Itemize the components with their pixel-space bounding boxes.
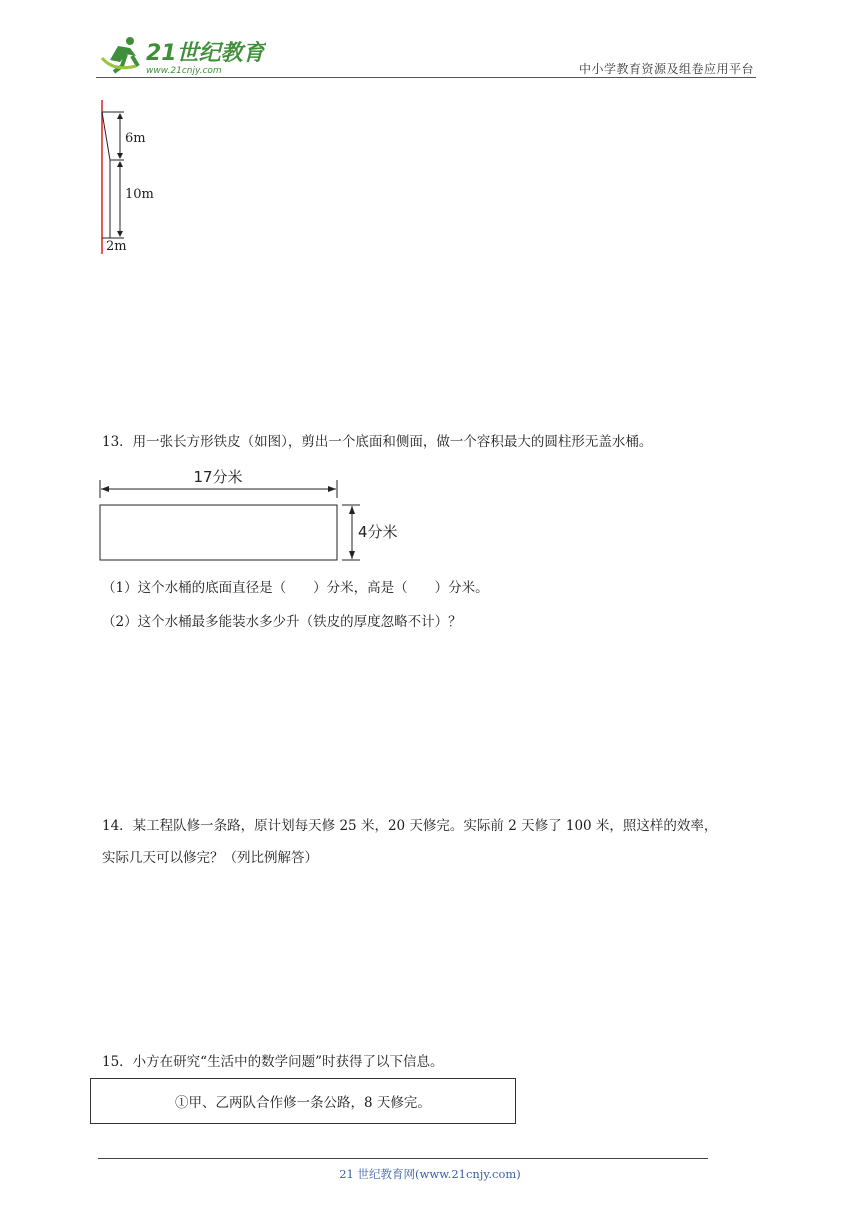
header-divider — [96, 77, 756, 78]
q15-stem: 15．小方在研究“生活中的数学问题”时获得了以下信息。 — [102, 1054, 444, 1070]
iron-sheet-figure — [94, 466, 424, 566]
pole-figure — [96, 98, 176, 258]
dim-label-10m: 10m — [125, 187, 154, 202]
runner-logo-icon — [96, 32, 266, 78]
dim-label-2m: 2m — [106, 239, 127, 254]
svg-text:21世纪教育: 21世纪教育 — [146, 41, 265, 66]
width-label: 17分米 — [193, 468, 243, 486]
q13-sub2: （2）这个水桶最多能装水多少升（铁皮的厚度忽略不计）？ — [102, 614, 462, 630]
info-box-text: ①甲、乙两队合作修一条公路，8 天修完。 — [175, 1095, 431, 1111]
q14-line1: 14．某工程队修一条路，原计划每天修 25 米，20 天修完。实际前 2 天修了 100 米，照这样的效率， — [102, 818, 718, 834]
platform-title: 中小学教育资源及组卷应用平台 — [578, 62, 754, 76]
q14-line2: 实际几天可以修完？（列比例解答） — [102, 850, 318, 866]
info-box — [90, 1078, 516, 1124]
footer-divider — [98, 1158, 708, 1159]
height-label: 4分米 — [358, 523, 398, 541]
site-logo — [96, 32, 266, 78]
svg-text:www.21cnjy.com: www.21cnjy.com — [146, 66, 222, 76]
dim-label-6m: 6m — [125, 131, 146, 146]
sheet-rectangle — [100, 505, 337, 560]
q13-sub1: （1）这个水桶的底面直径是（ ）分米，高是（ ）分米。 — [102, 580, 489, 596]
footer-link[interactable]: 21 世纪教育网(www.21cnjy.com) — [339, 1167, 521, 1181]
slant-line — [102, 112, 110, 160]
q13-stem: 13．用一张长方形铁皮（如图），剪出一个底面和侧面，做一个容积最大的圆柱形无盖水桶。 — [102, 434, 653, 450]
